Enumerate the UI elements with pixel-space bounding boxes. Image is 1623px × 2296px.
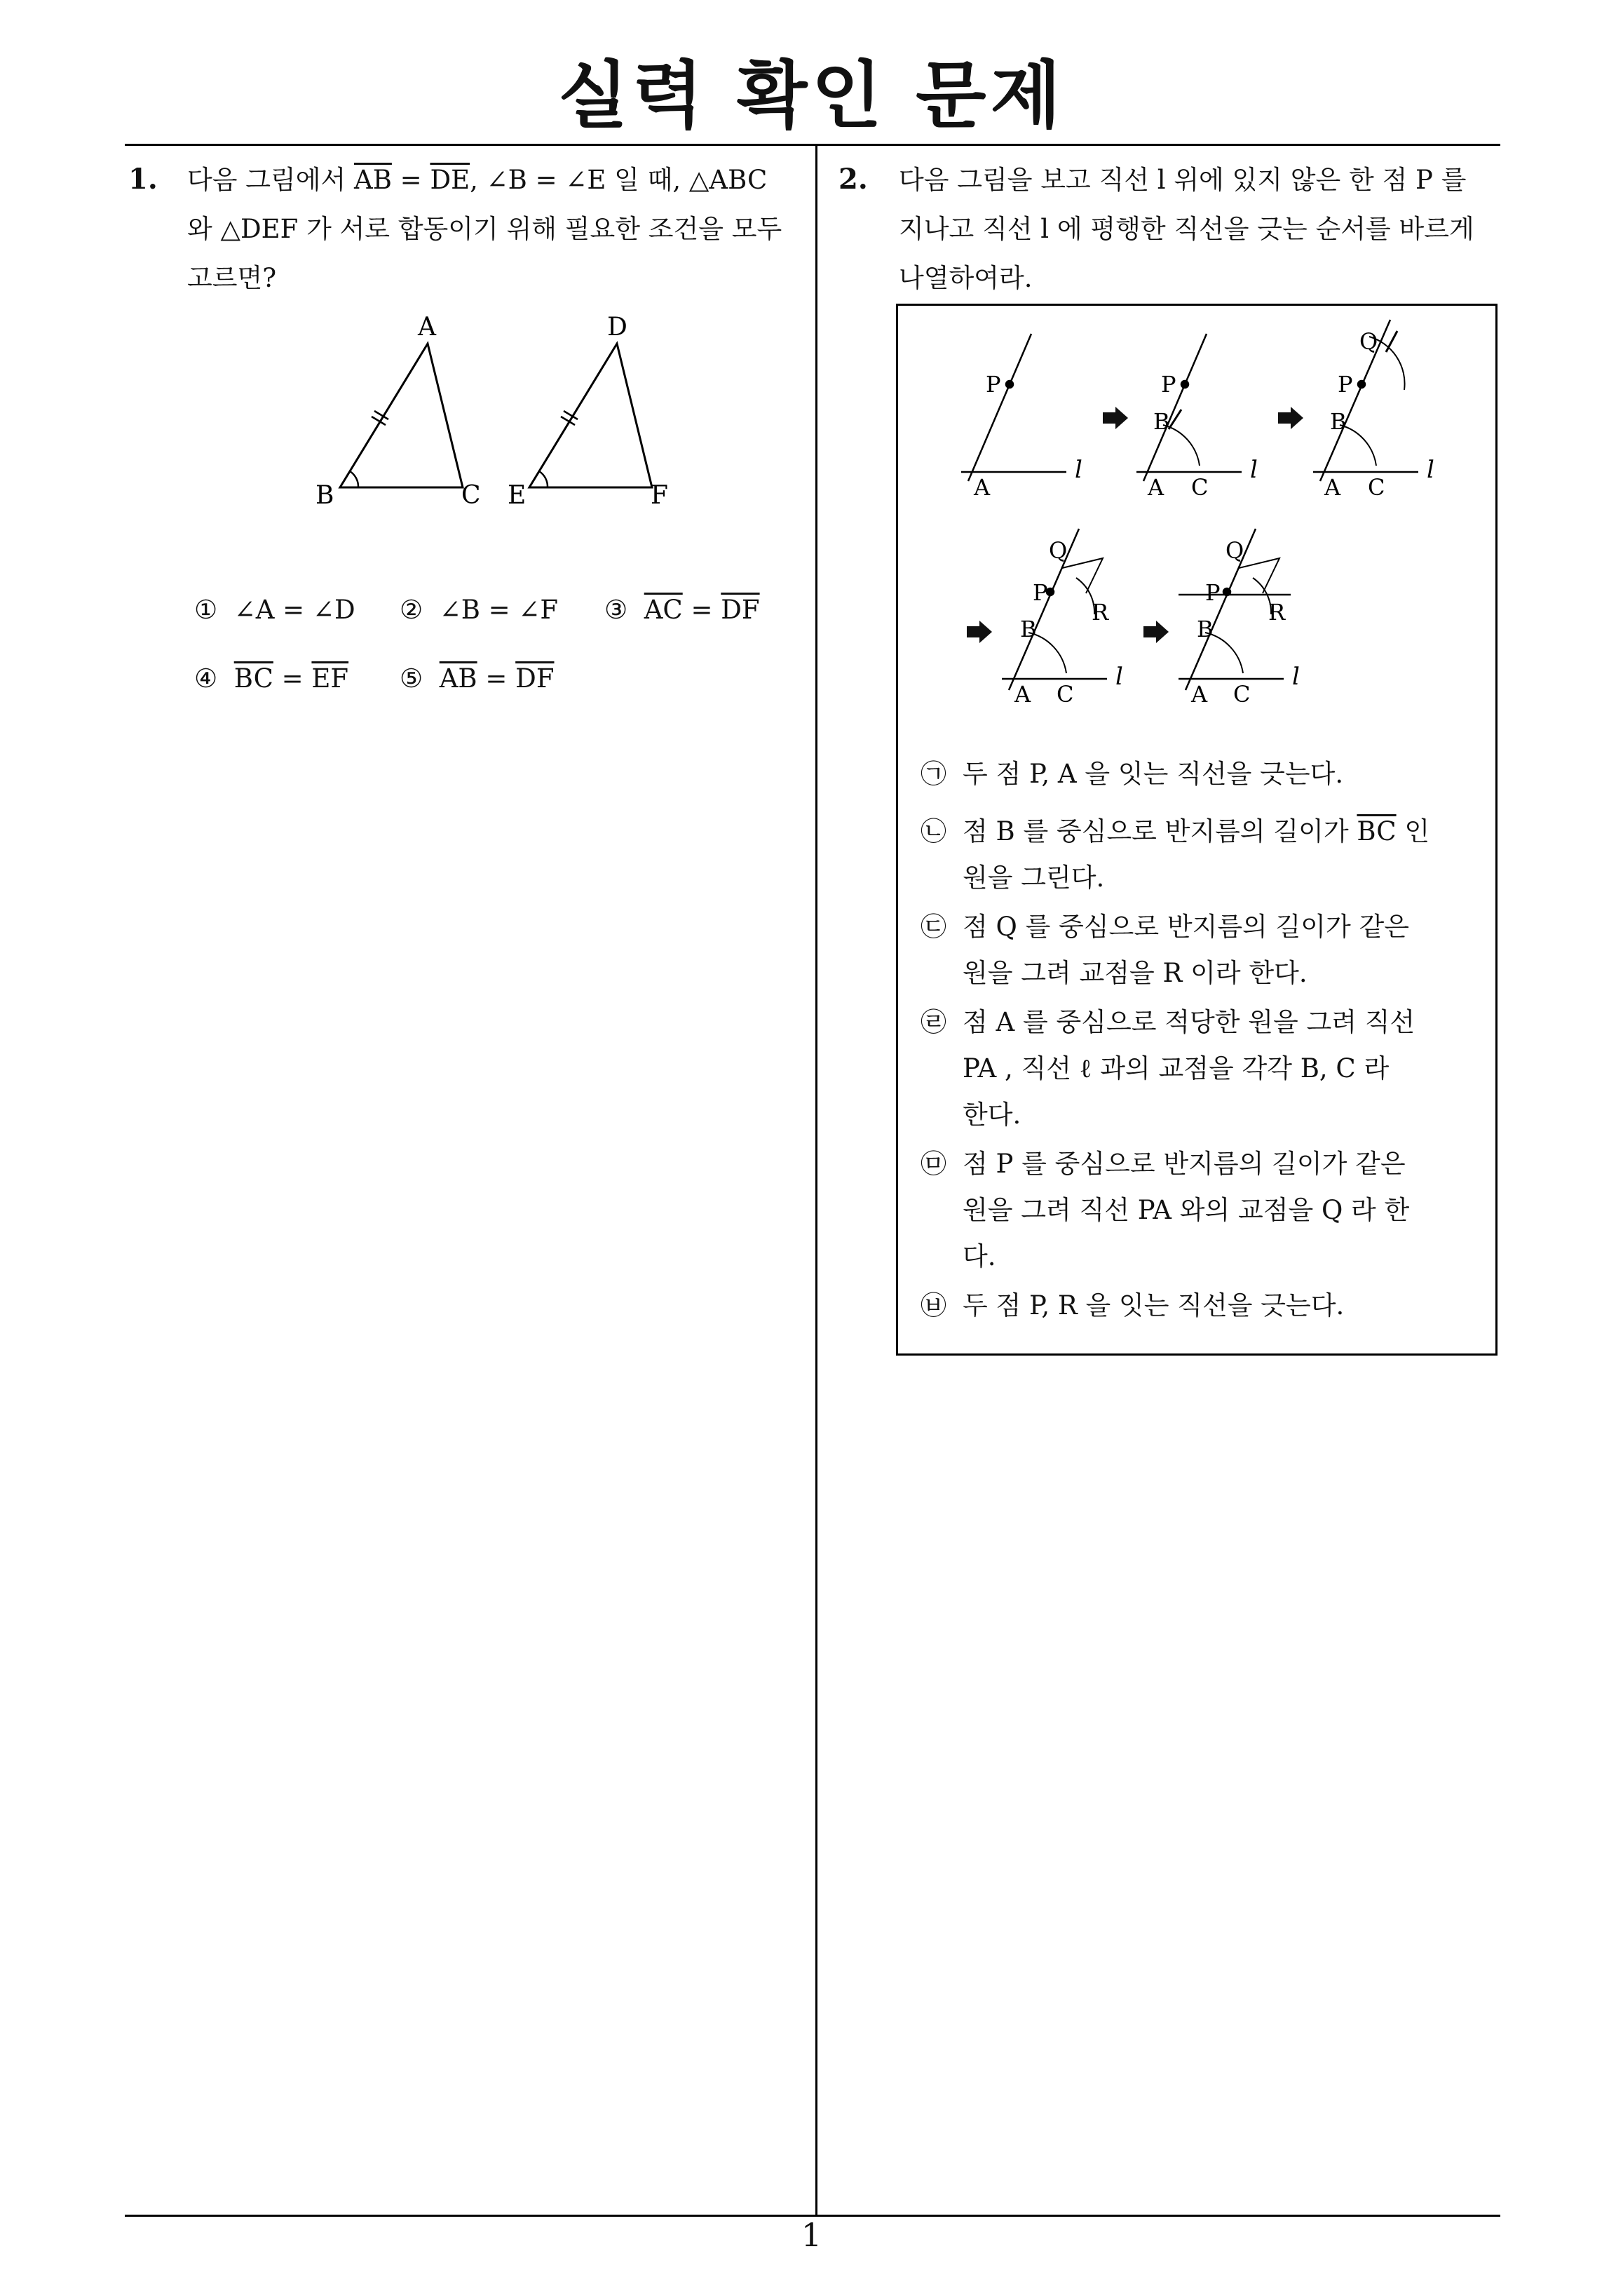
panel-1 (961, 334, 1066, 481)
p1-label-l: l (1075, 456, 1082, 484)
label-d: D (607, 313, 627, 342)
p3-label-q: Q (1359, 328, 1378, 355)
arrow-4 (1143, 621, 1169, 643)
q1-line-3: 고르면? (187, 263, 277, 293)
p4-label-b: B (1020, 616, 1037, 642)
panel-2 (1136, 334, 1242, 481)
label-f: F (651, 481, 668, 510)
p5-label-q: Q (1225, 537, 1244, 564)
choice-3[interactable]: ③ $\overline{AC} = \overline{DF}$ (604, 595, 760, 625)
segment-de: $\overline{DE}$ (430, 165, 470, 195)
top-rule (125, 144, 1500, 146)
p5-label-r: R (1268, 599, 1286, 626)
question-2-text (899, 156, 1516, 303)
q2-construction-figure (898, 306, 1495, 727)
p4-label-a: A (1014, 681, 1031, 708)
p4-label-c: C (1057, 681, 1074, 708)
p3-label-a: A (1324, 474, 1341, 501)
q2-figure-box (896, 304, 1498, 1356)
p5-label-a: A (1191, 681, 1208, 708)
question-1-number: 1. (128, 163, 158, 196)
choice-4[interactable]: ④ $\overline{BC} = \overline{EF}$ (194, 663, 349, 694)
step-4: ㉣ 점 A 를 중심으로 적당한 원을 그려 직선 PA , 직선 ℓ 과의 교점을 각각 B, C 라 한다. (921, 1007, 1415, 1130)
triangle-def (529, 344, 652, 487)
p2-label-b: B (1153, 408, 1170, 435)
choice-5[interactable]: ⑤ $\overline{AB} = \overline{DF}$ (400, 663, 555, 694)
p2-label-a: A (1148, 474, 1164, 501)
step-2: ㉡ 점 B 를 중심으로 반지름의 길이가 $\overline{BC}$ 인 원을 그린다. (921, 816, 1430, 893)
p4-label-q: Q (1049, 537, 1068, 564)
p2-label-c: C (1191, 474, 1209, 501)
q1-triangles-figure (301, 309, 694, 519)
arrow-1 (1103, 407, 1128, 429)
q2-line-1: 다음 그림을 보고 직선 l 위에 있지 않은 한 점 P 를 (899, 165, 1467, 195)
p4-label-r: R (1092, 599, 1109, 626)
p2-label-l: l (1250, 456, 1258, 484)
q1-line-1: 다음 그림에서 $\overline{AB} = \overline{DE}$, ∠B = ∠E 일 때, △ABC (187, 165, 768, 195)
segment-ab: $\overline{AB}$ (353, 165, 392, 195)
p3-label-b: B (1330, 408, 1347, 435)
p4-label-p: P (1033, 579, 1048, 606)
step-6: ㉥ 두 점 P, R 을 잇는 직선을 긋는다. (921, 1290, 1345, 1321)
column-divider (815, 144, 817, 2216)
page-title: 실력 확인 문제 (557, 53, 1066, 138)
p5-label-l: l (1292, 663, 1300, 691)
arrow-2 (1278, 407, 1303, 429)
step-3: ㉢ 점 Q 를 중심으로 반지름의 길이가 같은 원을 그려 교점을 R 이라 한다. (921, 912, 1410, 988)
arrow-3 (967, 621, 992, 643)
q2-line-3: 나열하여라. (899, 263, 1033, 293)
label-b: B (315, 481, 334, 510)
step-5: ㉤ 점 P 를 중심으로 반지름의 길이가 같은 원을 그려 직선 PA 와의 교점을 Q 라 한 다. (921, 1149, 1410, 1271)
step-1: ㉠ 두 점 P, A 을 잇는 직선을 긋는다. (921, 759, 1344, 789)
p3-label-p: P (1338, 371, 1353, 398)
p5-label-c: C (1233, 681, 1251, 708)
page-number: 1 (801, 2216, 822, 2254)
q2-line-2: 지나고 직선 l 에 평행한 직선을 긋는 순서를 바르게 (899, 214, 1474, 244)
triangle-abc (340, 344, 463, 487)
p4-label-l: l (1115, 663, 1123, 691)
question-1-text (187, 156, 804, 303)
angle-mark-e (539, 471, 548, 487)
p5-label-b: B (1197, 616, 1214, 642)
q1-line-2: 와 △DEF 가 서로 합동이기 위해 필요한 조건을 모두 (187, 214, 782, 244)
label-e: E (508, 481, 527, 510)
label-a: A (418, 313, 436, 342)
choice-1[interactable]: ① ∠A = ∠D (194, 595, 355, 625)
p3-label-c: C (1368, 474, 1385, 501)
p1-label-a: A (974, 474, 991, 501)
question-2-number: 2. (838, 163, 868, 196)
angle-mark-b (350, 471, 358, 487)
p5-label-p: P (1205, 579, 1221, 606)
p3-label-l: l (1427, 456, 1434, 484)
p1-label-p: P (986, 371, 1001, 398)
label-c: C (461, 481, 481, 510)
p2-label-p: P (1161, 371, 1176, 398)
choice-2[interactable]: ② ∠B = ∠F (400, 595, 559, 625)
